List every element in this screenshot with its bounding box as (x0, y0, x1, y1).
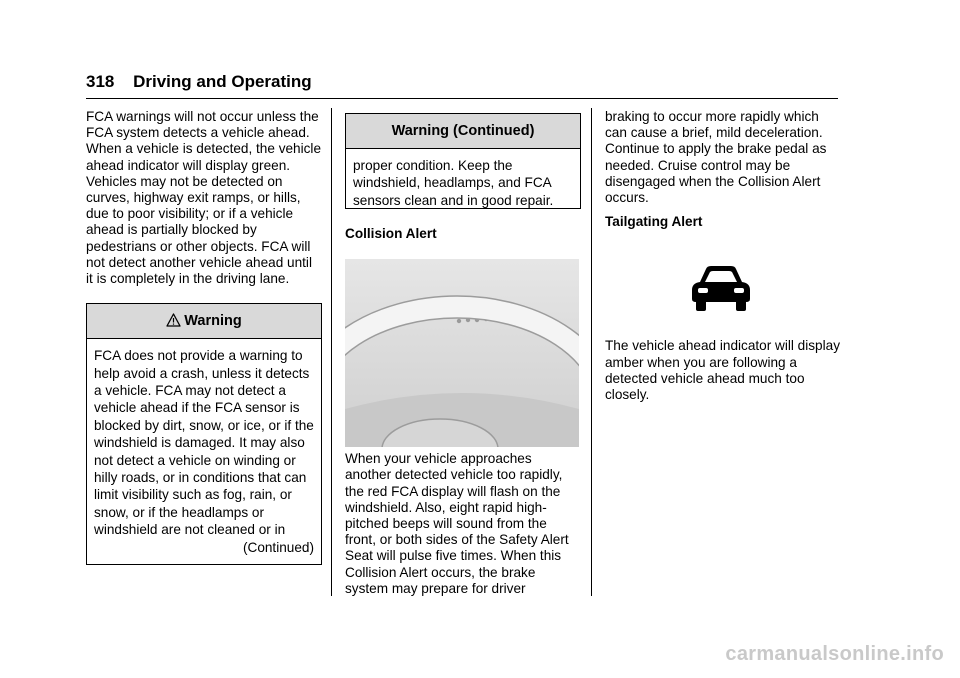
warning-body (346, 149, 580, 215)
continued-label: (Continued) (242, 539, 314, 555)
warning-header: Warning (Continued) (346, 114, 580, 149)
vehicle-ahead-icon (605, 264, 841, 312)
warning-header (87, 304, 321, 339)
collision-alert-heading: Collision Alert (345, 226, 437, 241)
warning-triangle-icon (166, 313, 181, 327)
warning-body (87, 339, 321, 562)
column-1 (86, 109, 322, 565)
section-title: Driving and Operating (133, 72, 312, 91)
steering-wheel-windshield-illustration (345, 259, 579, 447)
page-header (86, 72, 838, 99)
warning-text: FCA does not provide a warning to help avoid a crash, unless it detects a vehicle. FCA may not detect a vehicle ahead if the FCA sensor is blocked by dirt, snow, or ice, or if the windshield is damaged. It may also not detect a vehicle on winding or hilly roads, or in conditions that can limit visibility such as fog, rain, or snow, or if the headlamps or windshield are not cleaned or in (94, 348, 314, 538)
warning-text: proper condition. Keep the windshield, headlamps, and FCA sensors clean and in good repair. (353, 158, 554, 208)
column-3 (605, 109, 841, 403)
tailgating-alert-text: The vehicle ahead indicator will display amber when you are following a detected vehicle ahead much too closely. (605, 338, 840, 403)
warning-continued-box (345, 113, 581, 209)
watermark: carmanualsonline.info (725, 643, 944, 665)
warning-box (86, 303, 322, 565)
column-divider (331, 108, 332, 596)
intro-paragraph: FCA warnings will not occur unless the FCA system detects a vehicle ahead. When a vehicle is detected, the vehicle ahead indicator will display green. Vehicles may not be detected on curves, highway exit ramps, or hills, due to poor visibility; or if a vehicle ahead is partially blocked by pedestrians or other objects. FCA will not detect another vehicle ahead until it is completely in the driving lane. (86, 109, 322, 287)
column-divider (591, 108, 592, 596)
collision-alert-continued-text: braking to occur more rapidly which can cause a brief, mild deceleration. Continue to apply the brake pedal as needed. Cruise control may be disengaged when the Collision Alert occurs. (605, 109, 827, 206)
warning-title: Warning (184, 313, 242, 330)
page-number: 318 (86, 72, 115, 91)
collision-alert-text: When your vehicle approaches another detected vehicle too rapidly, the red FCA display will flash on the windshield. Also, eight rapid high-pitched beeps will sound from the front, or both sides of the Safety Alert Seat will pulse five times. When this Collision Alert occurs, the brake system may prepare for driver (345, 451, 569, 596)
tailgating-alert-heading: Tailgating Alert (605, 214, 703, 230)
column-2 (345, 113, 581, 597)
